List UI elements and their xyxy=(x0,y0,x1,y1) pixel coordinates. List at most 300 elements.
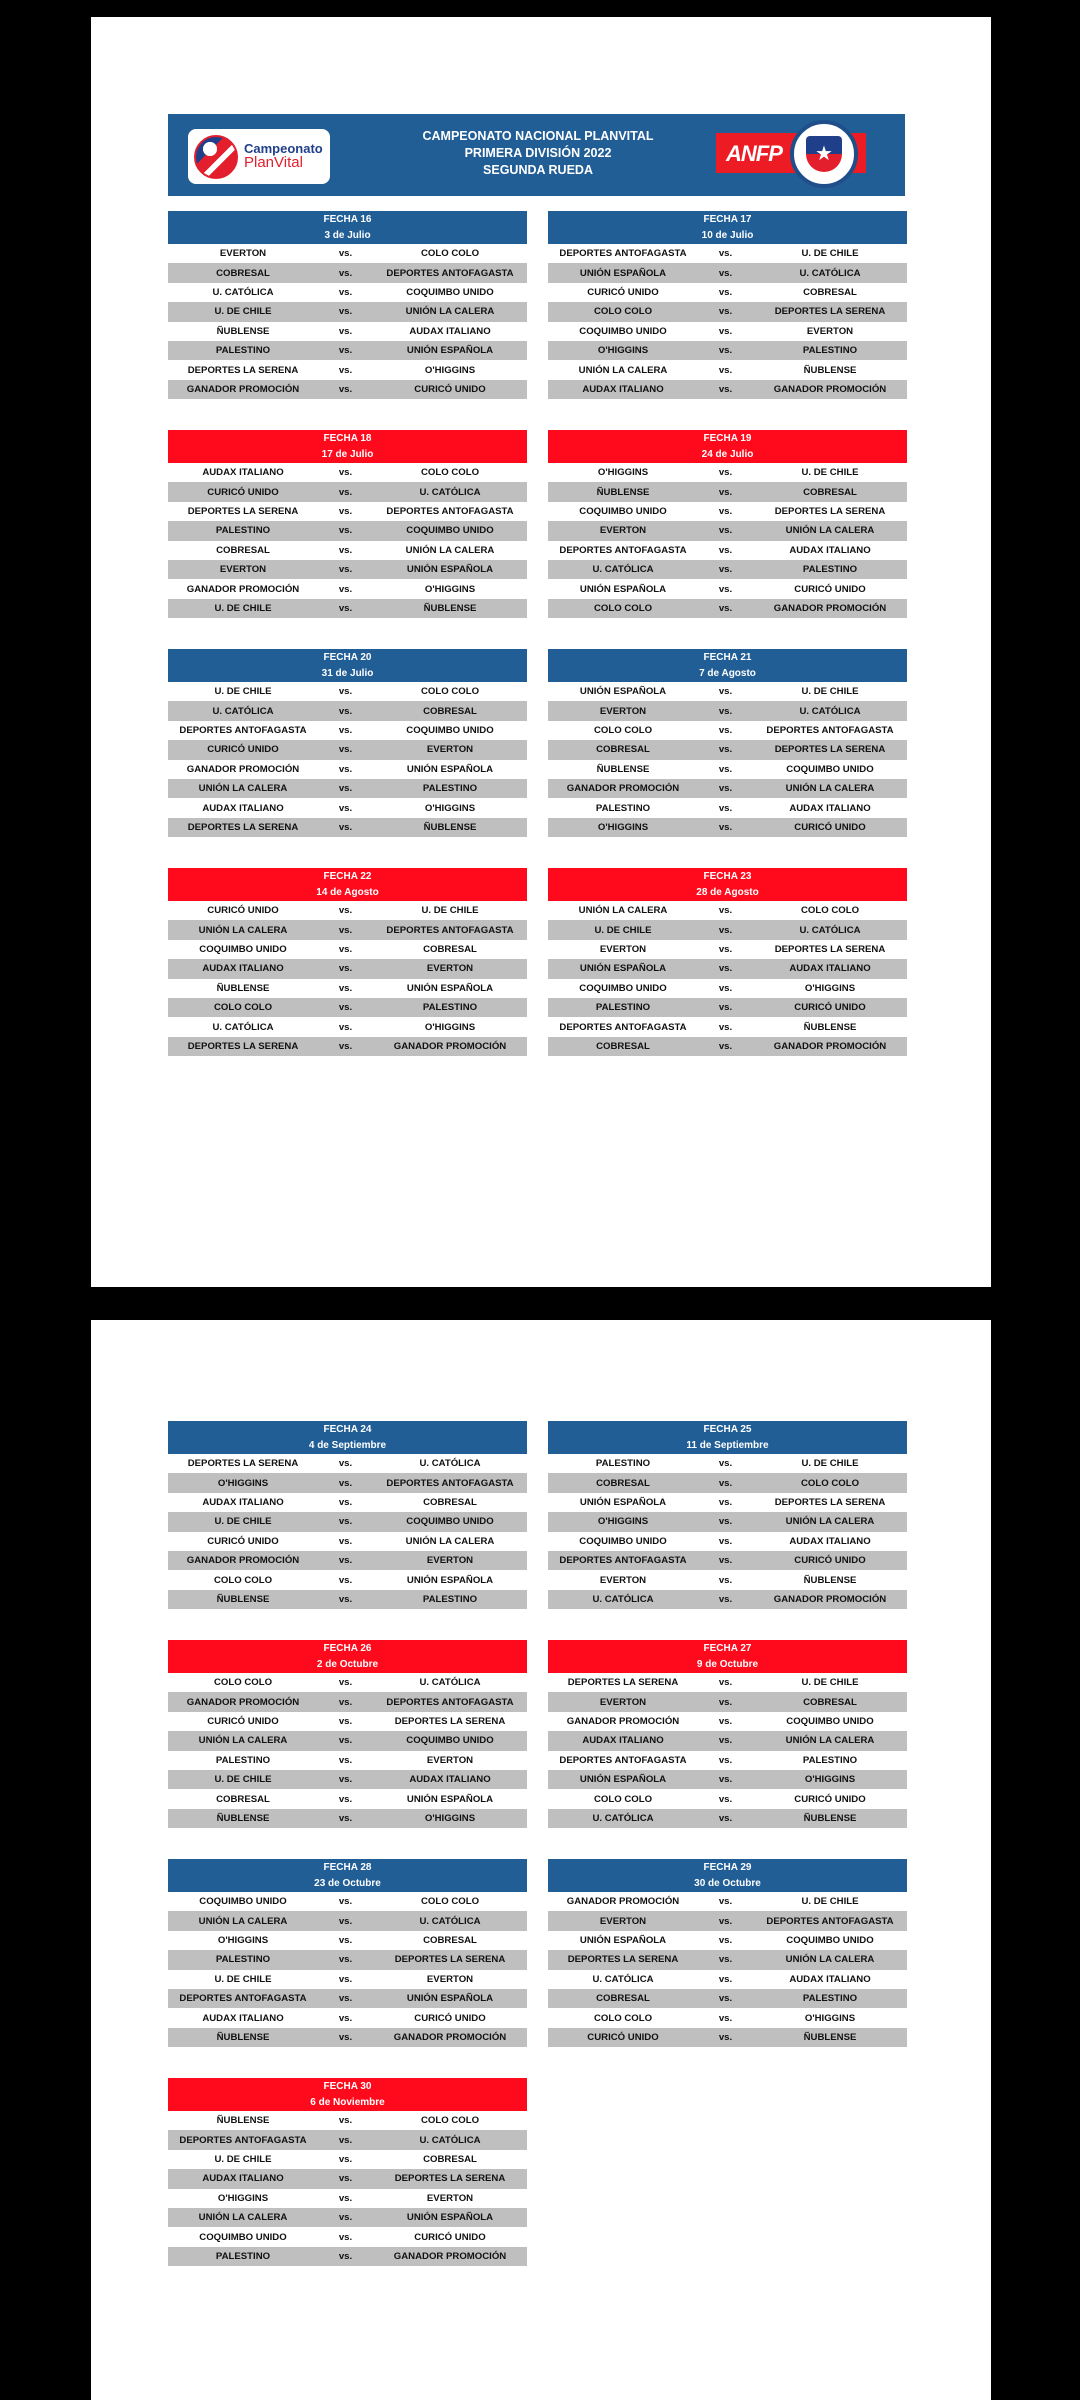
away-team: AUDAX ITALIANO xyxy=(789,963,871,975)
match-row xyxy=(168,798,527,817)
home-team: EVERTON xyxy=(599,525,647,537)
match-row xyxy=(168,2130,527,2149)
fecha-title: FECHA 26 xyxy=(323,1643,372,1654)
home-team: DEPORTES ANTOFAGASTA xyxy=(179,1993,307,2005)
match-row xyxy=(548,1712,907,1731)
vs-label: vs. xyxy=(718,744,733,756)
home-team: AUDAX ITALIANO xyxy=(582,1735,664,1747)
vs-label: vs. xyxy=(338,1593,353,1605)
fecha-header xyxy=(168,1640,527,1673)
away-team: UNIÓN LA CALERA xyxy=(785,525,875,537)
home-team: DEPORTES ANTOFAGASTA xyxy=(559,248,687,260)
vs-label: vs. xyxy=(718,1677,733,1689)
match-row xyxy=(168,2189,527,2208)
fecha-header xyxy=(548,649,907,682)
vs-label: vs. xyxy=(338,325,353,337)
vs-label: vs. xyxy=(338,345,353,357)
home-team: PALESTINO xyxy=(595,802,651,814)
match-row xyxy=(548,1590,907,1609)
vs-label: vs. xyxy=(338,364,353,376)
away-team: COBRESAL xyxy=(423,1496,477,1508)
vs-label: vs. xyxy=(338,306,353,318)
away-team: DEPORTES LA SERENA xyxy=(394,1954,506,1966)
vs-label: vs. xyxy=(718,1915,733,1927)
match-row xyxy=(548,959,907,978)
home-team: COLO COLO xyxy=(213,1574,273,1586)
match-row xyxy=(168,263,527,282)
away-team: COBRESAL xyxy=(423,943,477,955)
home-team: DEPORTES ANTOFAGASTA xyxy=(559,1555,687,1567)
away-team: ÑUBLENSE xyxy=(803,1021,857,1033)
match-row xyxy=(548,1809,907,1828)
home-team: GANADOR PROMOCIÓN xyxy=(566,1896,680,1908)
match-row xyxy=(168,1731,527,1750)
match-row xyxy=(548,1493,907,1512)
home-team: COQUIMBO UNIDO xyxy=(199,943,287,955)
vs-label: vs. xyxy=(338,744,353,756)
match-row xyxy=(548,760,907,779)
home-team: UNIÓN ESPAÑOLA xyxy=(579,1774,667,1786)
match-row xyxy=(168,1551,527,1570)
fecha-header xyxy=(168,1421,527,1454)
fecha-block xyxy=(548,1421,907,1609)
anfp-text: ANFP xyxy=(726,141,782,166)
fecha-block xyxy=(168,1859,527,2047)
home-team: COQUIMBO UNIDO xyxy=(579,325,667,337)
match-row xyxy=(548,482,907,501)
vs-label: vs. xyxy=(718,1040,733,1052)
match-row xyxy=(548,979,907,998)
away-team: CURICÓ UNIDO xyxy=(794,1002,866,1014)
fecha-block xyxy=(168,1640,527,1828)
vs-label: vs. xyxy=(338,1477,353,1489)
match-row xyxy=(548,1692,907,1711)
home-team: O'HIGGINS xyxy=(597,1516,649,1528)
home-team: COBRESAL xyxy=(596,1993,650,2005)
away-team: O'HIGGINS xyxy=(424,802,476,814)
match-row xyxy=(548,740,907,759)
vs-label: vs. xyxy=(338,783,353,795)
match-row xyxy=(548,560,907,579)
vs-label: vs. xyxy=(718,583,733,595)
match-row xyxy=(168,2247,527,2266)
match-row xyxy=(168,1590,527,1609)
match-row xyxy=(168,360,527,379)
away-team: AUDAX ITALIANO xyxy=(789,802,871,814)
away-team: GANADOR PROMOCIÓN xyxy=(773,1040,887,1052)
vs-label: vs. xyxy=(718,325,733,337)
vs-label: vs. xyxy=(338,1040,353,1052)
away-team: COLO COLO xyxy=(420,2115,480,2127)
away-team: CURICÓ UNIDO xyxy=(794,583,866,595)
away-team: DEPORTES ANTOFAGASTA xyxy=(766,1915,894,1927)
home-team: DEPORTES LA SERENA xyxy=(567,1677,679,1689)
away-team: O'HIGGINS xyxy=(424,1021,476,1033)
fecha-header xyxy=(548,1640,907,1673)
fecha-title: FECHA 29 xyxy=(703,1862,752,1873)
match-row xyxy=(168,380,527,399)
home-team: U. DE CHILE xyxy=(214,1973,272,1985)
home-team: O'HIGGINS xyxy=(217,1477,269,1489)
away-team: COLO COLO xyxy=(800,1477,860,1489)
match-row xyxy=(168,779,527,798)
away-team: DEPORTES LA SERENA xyxy=(774,744,886,756)
away-team: COQUIMBO UNIDO xyxy=(786,1934,874,1946)
vs-label: vs. xyxy=(338,1458,353,1470)
match-row xyxy=(548,502,907,521)
home-team: DEPORTES LA SERENA xyxy=(187,1040,299,1052)
vs-label: vs. xyxy=(338,2031,353,2043)
vs-label: vs. xyxy=(338,267,353,279)
vs-label: vs. xyxy=(338,1973,353,1985)
vs-label: vs. xyxy=(338,1954,353,1966)
home-team: COQUIMBO UNIDO xyxy=(199,2231,287,2243)
fecha-title: FECHA 18 xyxy=(323,433,372,444)
fecha-block xyxy=(548,211,907,399)
match-row xyxy=(168,283,527,302)
match-row xyxy=(548,463,907,482)
vs-label: vs. xyxy=(718,821,733,833)
home-team: AUDAX ITALIANO xyxy=(202,1496,284,1508)
home-team: COLO COLO xyxy=(213,1002,273,1014)
away-team: UNIÓN ESPAÑOLA xyxy=(406,1993,494,2005)
vs-label: vs. xyxy=(718,544,733,556)
home-team: ÑUBLENSE xyxy=(216,1812,270,1824)
away-team: GANADOR PROMOCIÓN xyxy=(773,1593,887,1605)
match-row xyxy=(168,959,527,978)
away-team: UNIÓN LA CALERA xyxy=(405,544,495,556)
vs-label: vs. xyxy=(718,783,733,795)
vs-label: vs. xyxy=(718,1021,733,1033)
home-team: EVERTON xyxy=(599,943,647,955)
fecha-date: 4 de Septiembre xyxy=(308,1440,387,1451)
vs-label: vs. xyxy=(718,248,733,260)
vs-label: vs. xyxy=(338,1516,353,1528)
away-team: COQUIMBO UNIDO xyxy=(786,1715,874,1727)
match-row xyxy=(548,1454,907,1473)
vs-label: vs. xyxy=(338,2192,353,2204)
home-team: ÑUBLENSE xyxy=(216,325,270,337)
vs-label: vs. xyxy=(338,2012,353,2024)
match-row xyxy=(168,244,527,263)
match-row xyxy=(548,283,907,302)
match-row xyxy=(168,760,527,779)
away-team: UNIÓN ESPAÑOLA xyxy=(406,564,494,576)
home-team: COLO COLO xyxy=(593,724,653,736)
vs-label: vs. xyxy=(718,802,733,814)
match-row xyxy=(548,341,907,360)
vs-label: vs. xyxy=(338,286,353,298)
match-row xyxy=(548,1731,907,1750)
away-team: UNIÓN LA CALERA xyxy=(405,306,495,318)
home-team: COQUIMBO UNIDO xyxy=(579,505,667,517)
title-line-3: SEGUNDA RUEDA xyxy=(483,163,593,177)
vs-label: vs. xyxy=(718,1535,733,1547)
home-team: GANADOR PROMOCIÓN xyxy=(186,1696,300,1708)
home-team: O'HIGGINS xyxy=(597,467,649,479)
title-line-2: PRIMERA DIVISIÓN 2022 xyxy=(464,146,612,160)
fecha-block xyxy=(168,211,527,399)
home-team: CURICÓ UNIDO xyxy=(207,744,279,756)
fecha-title: FECHA 30 xyxy=(323,2081,372,2092)
match-row xyxy=(548,599,907,618)
vs-label: vs. xyxy=(718,1593,733,1605)
match-row xyxy=(168,482,527,501)
away-team: EVERTON xyxy=(806,325,854,337)
match-row xyxy=(168,2227,527,2246)
away-team: PALESTINO xyxy=(422,1593,478,1605)
match-row xyxy=(168,1493,527,1512)
vs-label: vs. xyxy=(718,1574,733,1586)
home-team: UNIÓN ESPAÑOLA xyxy=(579,1496,667,1508)
match-row xyxy=(168,322,527,341)
fecha-header xyxy=(548,211,907,244)
match-row xyxy=(168,979,527,998)
match-row xyxy=(168,721,527,740)
vs-label: vs. xyxy=(338,1793,353,1805)
home-team: O'HIGGINS xyxy=(217,1934,269,1946)
vs-label: vs. xyxy=(338,1754,353,1766)
away-team: COQUIMBO UNIDO xyxy=(406,286,494,298)
match-row xyxy=(548,2008,907,2027)
home-team: U. CATÓLICA xyxy=(592,564,654,576)
vs-label: vs. xyxy=(338,821,353,833)
match-row xyxy=(168,701,527,720)
vs-label: vs. xyxy=(338,905,353,917)
vs-label: vs. xyxy=(338,1735,353,1747)
match-row xyxy=(168,2008,527,2027)
match-row xyxy=(548,1037,907,1056)
home-team: DEPORTES LA SERENA xyxy=(187,821,299,833)
match-row xyxy=(548,1673,907,1692)
fecha-block xyxy=(168,2078,527,2266)
match-row xyxy=(168,521,527,540)
match-row xyxy=(548,244,907,263)
vs-label: vs. xyxy=(338,1934,353,1946)
away-team: O'HIGGINS xyxy=(424,364,476,376)
vs-label: vs. xyxy=(718,1555,733,1567)
away-team: ÑUBLENSE xyxy=(803,1574,857,1586)
match-row xyxy=(548,263,907,282)
fecha-date: 10 de Julio xyxy=(701,230,754,241)
match-row xyxy=(548,322,907,341)
match-row xyxy=(548,579,907,598)
vs-label: vs. xyxy=(338,544,353,556)
vs-label: vs. xyxy=(718,763,733,775)
away-team: U. DE CHILE xyxy=(801,248,859,260)
vs-label: vs. xyxy=(718,1934,733,1946)
fecha-title: FECHA 23 xyxy=(703,871,752,882)
home-team: DEPORTES ANTOFAGASTA xyxy=(559,1754,687,1766)
home-team: U. CATÓLICA xyxy=(212,705,274,717)
away-team: O'HIGGINS xyxy=(424,1812,476,1824)
home-team: GANADOR PROMOCIÓN xyxy=(566,1715,680,1727)
match-row xyxy=(168,740,527,759)
vs-label: vs. xyxy=(338,2250,353,2262)
away-team: DEPORTES ANTOFAGASTA xyxy=(386,924,514,936)
away-team: COLO COLO xyxy=(420,686,480,698)
away-team: U. DE CHILE xyxy=(421,905,479,917)
vs-label: vs. xyxy=(338,2115,353,2127)
away-team: PALESTINO xyxy=(802,564,858,576)
match-row xyxy=(548,818,907,837)
away-team: UNIÓN LA CALERA xyxy=(785,1954,875,1966)
vs-label: vs. xyxy=(718,924,733,936)
vs-label: vs. xyxy=(338,467,353,479)
away-team: ÑUBLENSE xyxy=(803,364,857,376)
fecha-date: 31 de Julio xyxy=(321,668,374,679)
home-team: GANADOR PROMOCIÓN xyxy=(186,583,300,595)
home-team: U. CATÓLICA xyxy=(592,1812,654,1824)
away-team: PALESTINO xyxy=(802,1993,858,2005)
home-team: U. CATÓLICA xyxy=(592,1973,654,1985)
vs-label: vs. xyxy=(338,1774,353,1786)
match-row xyxy=(548,1931,907,1950)
match-row xyxy=(168,1570,527,1589)
away-team: PALESTINO xyxy=(422,783,478,795)
home-team: COLO COLO xyxy=(593,602,653,614)
home-team: COQUIMBO UNIDO xyxy=(579,982,667,994)
away-team: EVERTON xyxy=(426,963,474,975)
away-team: COBRESAL xyxy=(423,705,477,717)
vs-label: vs. xyxy=(718,1774,733,1786)
match-row xyxy=(168,302,527,321)
vs-label: vs. xyxy=(338,602,353,614)
match-row xyxy=(168,1809,527,1828)
vs-label: vs. xyxy=(718,1993,733,2005)
home-team: EVERTON xyxy=(599,1696,647,1708)
vs-label: vs. xyxy=(718,1477,733,1489)
match-row xyxy=(168,1692,527,1711)
vs-label: vs. xyxy=(338,1535,353,1547)
vs-label: vs. xyxy=(338,2134,353,2146)
away-team: PALESTINO xyxy=(802,1754,858,1766)
vs-label: vs. xyxy=(718,467,733,479)
home-team: U. DE CHILE xyxy=(214,2153,272,2165)
vs-label: vs. xyxy=(718,286,733,298)
away-team: U. CATÓLICA xyxy=(419,2134,481,2146)
match-row xyxy=(548,1551,907,1570)
star-icon: ★ xyxy=(806,136,842,172)
vs-label: vs. xyxy=(338,486,353,498)
vs-label: vs. xyxy=(718,1715,733,1727)
home-team: PALESTINO xyxy=(215,525,271,537)
vs-label: vs. xyxy=(718,505,733,517)
home-team: CURICÓ UNIDO xyxy=(207,1715,279,1727)
vs-label: vs. xyxy=(718,383,733,395)
fecha-header xyxy=(548,430,907,463)
away-team: UNIÓN LA CALERA xyxy=(405,1535,495,1547)
home-team: GANADOR PROMOCIÓN xyxy=(566,783,680,795)
home-team: GANADOR PROMOCIÓN xyxy=(186,1555,300,1567)
vs-label: vs. xyxy=(718,564,733,576)
match-row xyxy=(168,2150,527,2169)
vs-label: vs. xyxy=(338,686,353,698)
vs-label: vs. xyxy=(338,1574,353,1586)
match-row xyxy=(548,380,907,399)
home-team: AUDAX ITALIANO xyxy=(202,802,284,814)
away-team: UNIÓN ESPAÑOLA xyxy=(406,982,494,994)
away-team: CURICÓ UNIDO xyxy=(794,1555,866,1567)
away-team: CURICÓ UNIDO xyxy=(414,383,486,395)
home-team: EVERTON xyxy=(219,248,267,260)
match-row xyxy=(548,2028,907,2047)
home-team: DEPORTES ANTOFAGASTA xyxy=(559,544,687,556)
away-team: COLO COLO xyxy=(800,905,860,917)
match-row xyxy=(168,541,527,560)
match-row xyxy=(548,541,907,560)
vs-label: vs. xyxy=(338,583,353,595)
vs-label: vs. xyxy=(338,1993,353,2005)
home-team: UNIÓN LA CALERA xyxy=(198,1915,288,1927)
match-row xyxy=(168,1512,527,1531)
match-row xyxy=(548,521,907,540)
home-team: UNIÓN ESPAÑOLA xyxy=(579,686,667,698)
vs-label: vs. xyxy=(718,306,733,318)
match-row xyxy=(168,502,527,521)
vs-label: vs. xyxy=(718,1754,733,1766)
vs-label: vs. xyxy=(718,943,733,955)
home-team: COLO COLO xyxy=(213,1677,273,1689)
fecha-header xyxy=(548,868,907,901)
vs-label: vs. xyxy=(718,705,733,717)
home-team: COBRESAL xyxy=(596,744,650,756)
vs-label: vs. xyxy=(338,2212,353,2224)
home-team: GANADOR PROMOCIÓN xyxy=(186,383,300,395)
fecha-date: 24 de Julio xyxy=(701,449,754,460)
match-row xyxy=(168,1950,527,1969)
federation-crest-icon xyxy=(790,120,858,188)
home-team: EVERTON xyxy=(599,1574,647,1586)
fecha-date: 9 de Octubre xyxy=(696,1659,759,1670)
campeonato-planvital-logo xyxy=(188,129,330,184)
away-team: COLO COLO xyxy=(420,248,480,260)
away-team: COQUIMBO UNIDO xyxy=(786,763,874,775)
match-row xyxy=(548,1989,907,2008)
fecha-title: FECHA 21 xyxy=(703,652,752,663)
vs-label: vs. xyxy=(718,1793,733,1805)
away-team: DEPORTES LA SERENA xyxy=(394,2173,506,2185)
match-row xyxy=(168,2111,527,2130)
match-row xyxy=(168,1989,527,2008)
vs-label: vs. xyxy=(338,1915,353,1927)
match-row xyxy=(548,1473,907,1492)
away-team: U. CATÓLICA xyxy=(799,924,861,936)
home-team: U. DE CHILE xyxy=(594,924,652,936)
fecha-date: 11 de Septiembre xyxy=(686,1440,769,1451)
home-team: CURICÓ UNIDO xyxy=(207,486,279,498)
vs-label: vs. xyxy=(718,2031,733,2043)
away-team: COQUIMBO UNIDO xyxy=(406,1516,494,1528)
away-team: UNIÓN LA CALERA xyxy=(785,1735,875,1747)
match-row xyxy=(548,920,907,939)
away-team: COQUIMBO UNIDO xyxy=(406,1735,494,1747)
home-team: U. DE CHILE xyxy=(214,1774,272,1786)
away-team: DEPORTES LA SERENA xyxy=(774,943,886,955)
away-team: GANADOR PROMOCIÓN xyxy=(773,602,887,614)
away-team: DEPORTES LA SERENA xyxy=(394,1715,506,1727)
vs-label: vs. xyxy=(338,963,353,975)
fecha-title: FECHA 22 xyxy=(323,871,372,882)
away-team: DEPORTES ANTOFAGASTA xyxy=(386,505,514,517)
vs-label: vs. xyxy=(718,1735,733,1747)
match-row xyxy=(168,1017,527,1036)
vs-label: vs. xyxy=(718,345,733,357)
away-team: UNIÓN LA CALERA xyxy=(785,1516,875,1528)
header-banner xyxy=(168,114,905,196)
fecha-date: 2 de Octubre xyxy=(316,1659,379,1670)
home-team: O'HIGGINS xyxy=(217,2192,269,2204)
